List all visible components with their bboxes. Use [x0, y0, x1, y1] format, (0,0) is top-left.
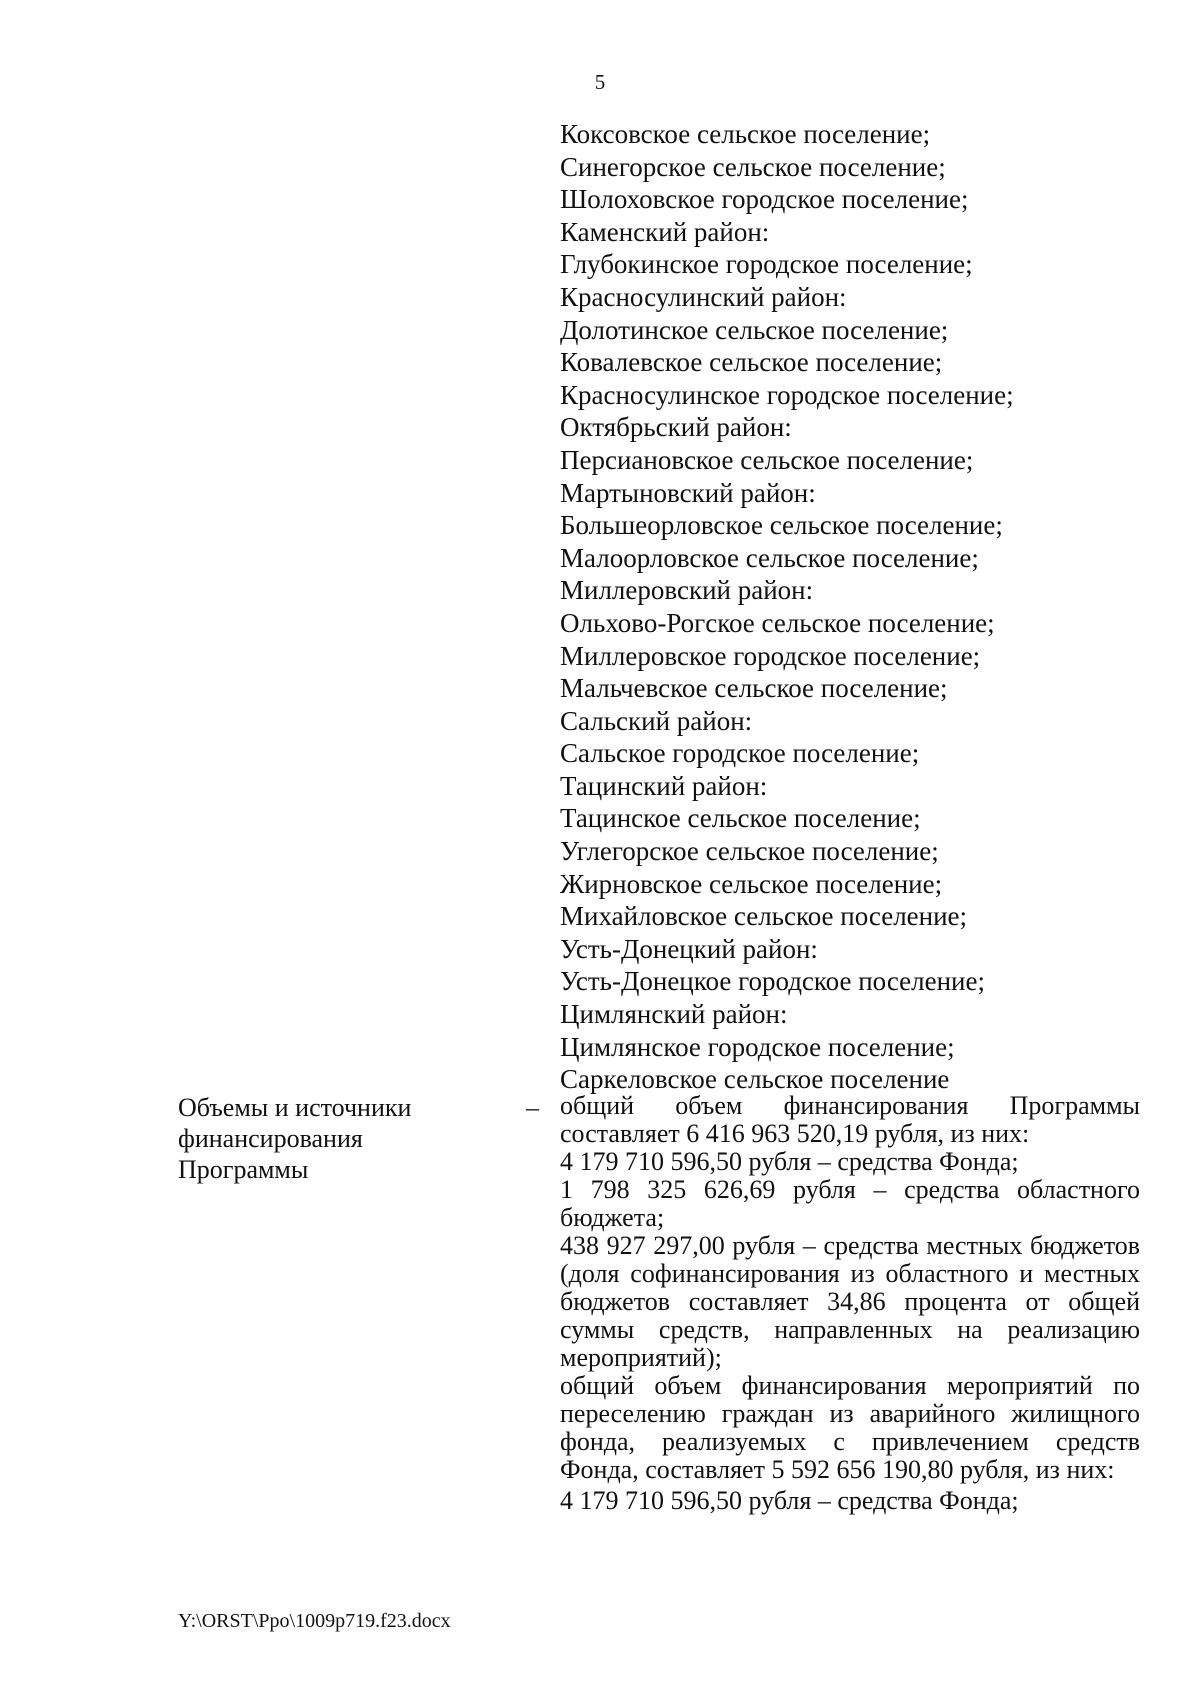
financing-paragraph: 1 798 325 626,69 рубля – средства областного бюджета; [560, 1175, 1140, 1232]
list-item: Малоорловское сельское поселение; [560, 542, 979, 573]
financing-dash: – [526, 1093, 539, 1122]
list-item: Саркеловское сельское поселение [560, 1064, 950, 1095]
footer-file-path: Y:\ORST\Ppo\1009p719.f23.docx [178, 1610, 451, 1632]
financing-text [560, 1092, 1140, 1515]
list-item: Жирновское сельское поселение; [560, 868, 943, 899]
list-item: Октябрьский район: [560, 412, 792, 443]
list-item: Сальское городское поселение; [560, 738, 920, 769]
list-item: Мальчевское сельское поселение; [560, 673, 948, 704]
list-item: Мартыновский район: [560, 477, 816, 508]
list-item: Красносулинский район: [560, 281, 847, 312]
financing-label: Объемы и источники финансирования Программы [178, 1093, 412, 1184]
list-item: Усть-Донецкое городское поселение; [560, 966, 985, 997]
list-item: Цимлянское городское поселение; [560, 1031, 955, 1062]
list-item: Сальский район: [560, 705, 753, 736]
list-item: Углегорское сельское поселение; [560, 836, 939, 867]
list-item: Персиановское сельское поселение; [560, 444, 974, 475]
financing-paragraph: общий объем финансирования Программы составляет 6 416 963 520,19 рубля, из них: [560, 1091, 1140, 1148]
list-item: Каменский район: [560, 216, 770, 247]
list-item: Миллеровский район: [560, 575, 814, 606]
financing-paragraph: 4 179 710 596,50 рубля – средства Фонда; [560, 1486, 1019, 1515]
list-item: Тацинский район: [560, 770, 768, 801]
financing-paragraph: 4 179 710 596,50 рубля – средства Фонда; [560, 1147, 1019, 1176]
list-item: Коксовское сельское поселение; [560, 119, 931, 149]
list-item: Ольхово-Рогское сельское поселение; [560, 607, 995, 638]
list-item: Долотинское сельское поселение; [560, 314, 949, 345]
list-item: Цимлянский район: [560, 999, 788, 1030]
list-item: Глубокинское городское поселение; [560, 249, 973, 280]
list-item: Михайловское сельское поселение; [560, 901, 968, 932]
financing-paragraph: 438 927 297,00 рубля – средства местных бюджетов (доля софинансирования из областного и местных бюджетов составляет 34,86 процента от общей суммы средств, направленных на реализацию мероприятий); [560, 1231, 1140, 1372]
list-item: Усть-Донецкий район: [560, 933, 818, 964]
list-item: Тацинское сельское поселение; [560, 803, 921, 834]
financing-paragraph: общий объем финансирования мероприятий по переселению граждан из аварийного жилищного фонда, реализуемых с привлечением средств Фонда, составляет 5 592 656 190,80 рубля, из них: [560, 1371, 1140, 1484]
list-item: Миллеровское городское поселение; [560, 640, 981, 671]
list-item: Шолоховское городское поселение; [560, 184, 969, 215]
list-item: Красносулинское городское поселение; [560, 379, 1014, 410]
page-number: 5 [594, 70, 606, 94]
list-item: Синегорское сельское поселение; [560, 151, 946, 182]
list-item: Ковалевское сельское поселение; [560, 347, 943, 378]
settlement-list [560, 118, 1140, 1096]
list-item: Большеорловское сельское поселение; [560, 510, 1003, 541]
